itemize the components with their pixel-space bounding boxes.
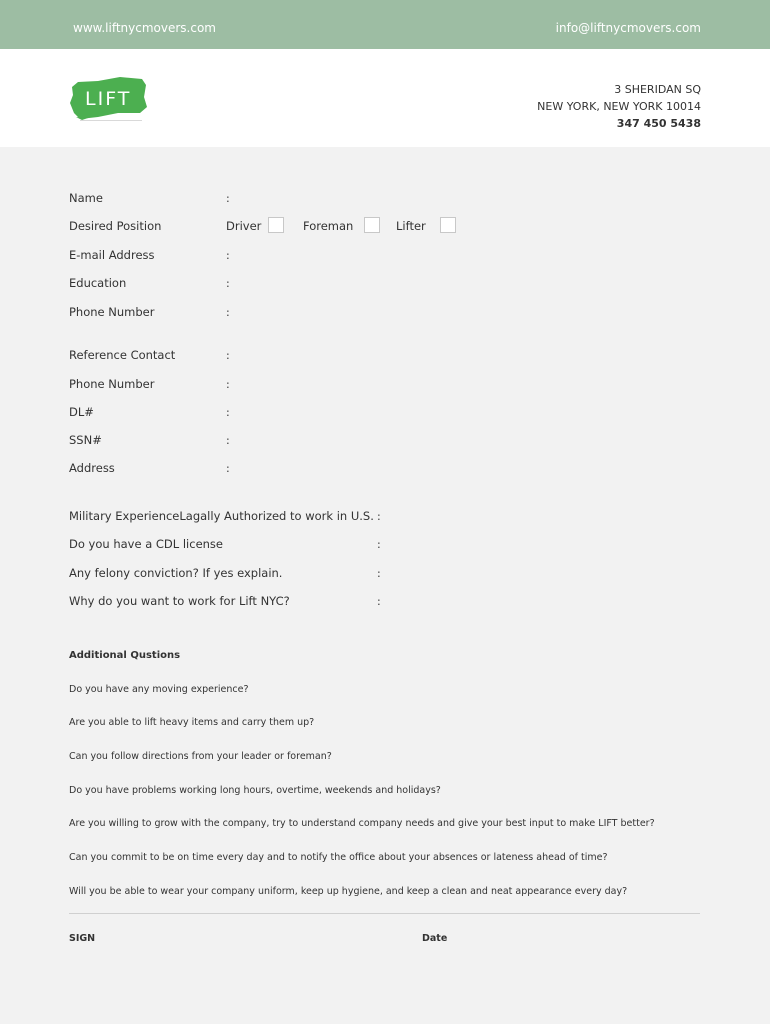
header (0, 49, 770, 147)
cdl-colon: : (377, 538, 381, 551)
dl-colon: : (226, 406, 230, 419)
question-item: Can you commit to be on time every day and to notify the office about your absences or lateness ahead of time? (69, 852, 608, 863)
name-label: Name (69, 191, 103, 205)
why-label: Why do you want to work for Lift NYC? (69, 594, 290, 608)
address-label: Address (69, 461, 115, 475)
logo-underline (80, 120, 142, 121)
phone-label: Phone Number (69, 305, 155, 319)
dl-label: DL# (69, 405, 94, 419)
sign-label: SIGN (69, 933, 96, 944)
position-option-driver: Driver (226, 219, 262, 233)
lift-logo (68, 73, 148, 123)
email-link[interactable]: info@liftnycmovers.com (555, 21, 701, 35)
position-option-foreman: Foreman (303, 219, 354, 233)
company-address (537, 81, 701, 132)
reference-contact-label: Reference Contact (69, 348, 176, 362)
reference-contact-colon: : (226, 349, 230, 362)
lifter-checkbox[interactable] (440, 217, 456, 233)
question-item: Are you willing to grow with the company, try to understand company needs and give your best input to make LIFT better? (69, 818, 655, 829)
name-colon: : (226, 192, 230, 205)
signature-divider (69, 913, 700, 914)
education-label: Education (69, 276, 127, 290)
question-item: Do you have any moving experience? (69, 684, 249, 695)
logo-text: LIFT (85, 88, 132, 110)
reference-phone-label: Phone Number (69, 377, 155, 391)
felony-label: Any felony conviction? If yes explain. (69, 566, 283, 580)
felony-colon: : (377, 567, 381, 580)
military-label: Military ExperienceLagally Authorized to work in U.S. (69, 509, 374, 523)
question-item: Do you have problems working long hours, overtime, weekends and holidays? (69, 785, 441, 796)
address-line-2: NEW YORK, NEW YORK 10014 (537, 100, 701, 113)
why-colon: : (377, 595, 381, 608)
address-line-1: 3 SHERIDAN SQ (614, 83, 701, 96)
question-item: Can you follow directions from your leader or foreman? (69, 751, 332, 762)
additional-questions-title: Additional Qustions (69, 650, 181, 661)
website-link[interactable]: www.liftnycmovers.com (73, 21, 216, 35)
military-colon: : (377, 510, 381, 523)
education-colon: : (226, 277, 230, 290)
cdl-label: Do you have a CDL license (69, 537, 223, 551)
desired-position-label: Desired Position (69, 219, 162, 233)
ssn-label: SSN# (69, 433, 102, 447)
date-label: Date (422, 933, 448, 944)
driver-checkbox[interactable] (268, 217, 284, 233)
company-phone: 347 450 5438 (616, 117, 701, 130)
top-bar (0, 0, 770, 49)
address-colon: : (226, 462, 230, 475)
email-label: E-mail Address (69, 248, 155, 262)
question-item: Are you able to lift heavy items and carry them up? (69, 717, 315, 728)
email-colon: : (226, 249, 230, 262)
ssn-colon: : (226, 434, 230, 447)
position-option-lifter: Lifter (396, 219, 426, 233)
question-item: Will you be able to wear your company uniform, keep up hygiene, and keep a clean and neat appearance every day? (69, 886, 628, 897)
reference-phone-colon: : (226, 378, 230, 391)
foreman-checkbox[interactable] (364, 217, 380, 233)
phone-colon: : (226, 306, 230, 319)
